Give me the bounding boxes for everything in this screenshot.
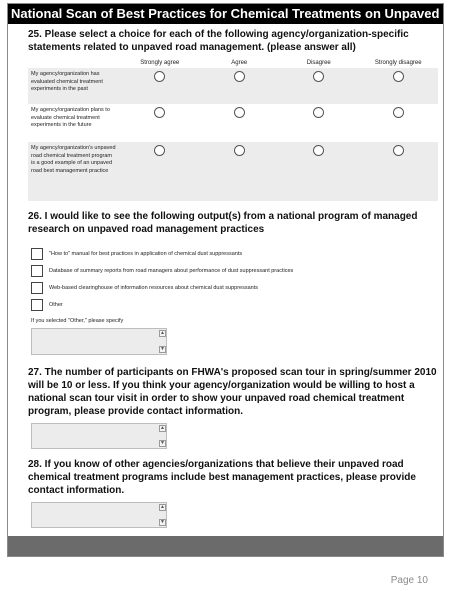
radio-disagree[interactable] <box>313 145 324 156</box>
option-label: "How to" manual for best practices in application of chemical dust suppressants <box>49 250 243 257</box>
option-other <box>31 297 437 312</box>
checkbox[interactable] <box>31 248 43 260</box>
option-label: Other <box>49 301 63 308</box>
radio-strongly-agree[interactable] <box>154 107 165 118</box>
radio-strongly-disagree[interactable] <box>393 145 404 156</box>
output-options <box>28 246 437 312</box>
page-title: National Scan of Best Practices for Chemical Treatments on Unpaved <box>8 4 443 24</box>
scale-strongly-agree: Strongly agree <box>140 60 180 66</box>
matrix-row-label: My agency/organization has evaluated chemical treatment experiments in the past <box>31 71 103 92</box>
radio-strongly-disagree[interactable] <box>393 107 404 118</box>
radio-strongly-disagree[interactable] <box>393 71 404 82</box>
radio-disagree[interactable] <box>313 71 324 82</box>
question-27 <box>28 366 437 449</box>
checkbox[interactable] <box>31 265 43 277</box>
survey-content <box>8 24 443 528</box>
host-contact-input[interactable] <box>31 423 167 449</box>
matrix-row-label: My agency/organization plans to evaluate chemical treatment experiments in the future <box>31 107 110 128</box>
other-specify-input[interactable] <box>31 328 167 355</box>
other-specify-label: If you selected "Other," please specify <box>31 318 124 324</box>
radio-agree[interactable] <box>234 107 245 118</box>
option-database <box>31 263 437 278</box>
option-label: Database of summary reports from road managers about performance of dust suppressant practices <box>49 267 294 274</box>
matrix-row-label: My agency/organization's unpaved road chemical treatment program is a good example of an unpaved road best management practice <box>31 145 116 174</box>
matrix-row-evaluated-past <box>28 68 438 104</box>
radio-strongly-agree[interactable] <box>154 145 165 156</box>
likert-matrix <box>28 59 438 201</box>
checkbox[interactable] <box>31 299 43 311</box>
other-agencies-contact-input[interactable] <box>31 502 167 528</box>
question-25 <box>28 28 437 201</box>
radio-disagree[interactable] <box>313 107 324 118</box>
option-clearinghouse <box>31 280 437 295</box>
question-25-text: 25. Please select a choice for each of the following agency/organization-specific statements related to unpaved road management. (please answer all) <box>28 29 409 53</box>
survey-page <box>7 3 444 557</box>
scroll-down-icon[interactable]: ▼ <box>160 346 165 352</box>
checkbox[interactable] <box>31 282 43 294</box>
scroll-down-icon[interactable]: ▼ <box>160 440 165 446</box>
scroll-up-icon[interactable]: ▲ <box>160 330 165 336</box>
question-28 <box>28 458 437 528</box>
matrix-row-plans-future <box>28 104 438 142</box>
question-28-text: 28. If you know of other agencies/organizations that believe their unpaved road chemical treatment programs include best management practices, please provide contact information. <box>28 459 416 496</box>
radio-agree[interactable] <box>234 145 245 156</box>
matrix-row-good-example <box>28 142 438 201</box>
scroll-down-icon[interactable]: ▼ <box>160 519 165 525</box>
question-27-text: 27. The number of participants on FHWA's proposed scan tour in spring/summer 2010 will be 10 or less. If you think your agency/organization would be willing to host a national scan tour visit in order to show your unpaved road chemical treatment program, please provide contact information. <box>28 367 437 417</box>
question-26-text: 26. I would like to see the following output(s) from a national program of managed research on unpaved road management practices <box>28 211 418 235</box>
scale-strongly-disagree: Strongly disagree <box>374 60 422 66</box>
footer-bar <box>8 536 443 556</box>
option-how-to-manual <box>31 246 437 261</box>
radio-agree[interactable] <box>234 71 245 82</box>
matrix-header <box>28 59 438 68</box>
question-26 <box>28 210 437 355</box>
scroll-up-icon[interactable]: ▲ <box>160 504 165 510</box>
radio-strongly-agree[interactable] <box>154 71 165 82</box>
scale-disagree: Disagree <box>306 60 331 66</box>
option-label: Web-based clearinghouse of information resources about chemical dust suppressants <box>49 284 259 291</box>
scale-agree: Agree <box>231 60 248 66</box>
scroll-up-icon[interactable]: ▲ <box>160 425 165 431</box>
page-number: Page 10 <box>390 575 428 586</box>
